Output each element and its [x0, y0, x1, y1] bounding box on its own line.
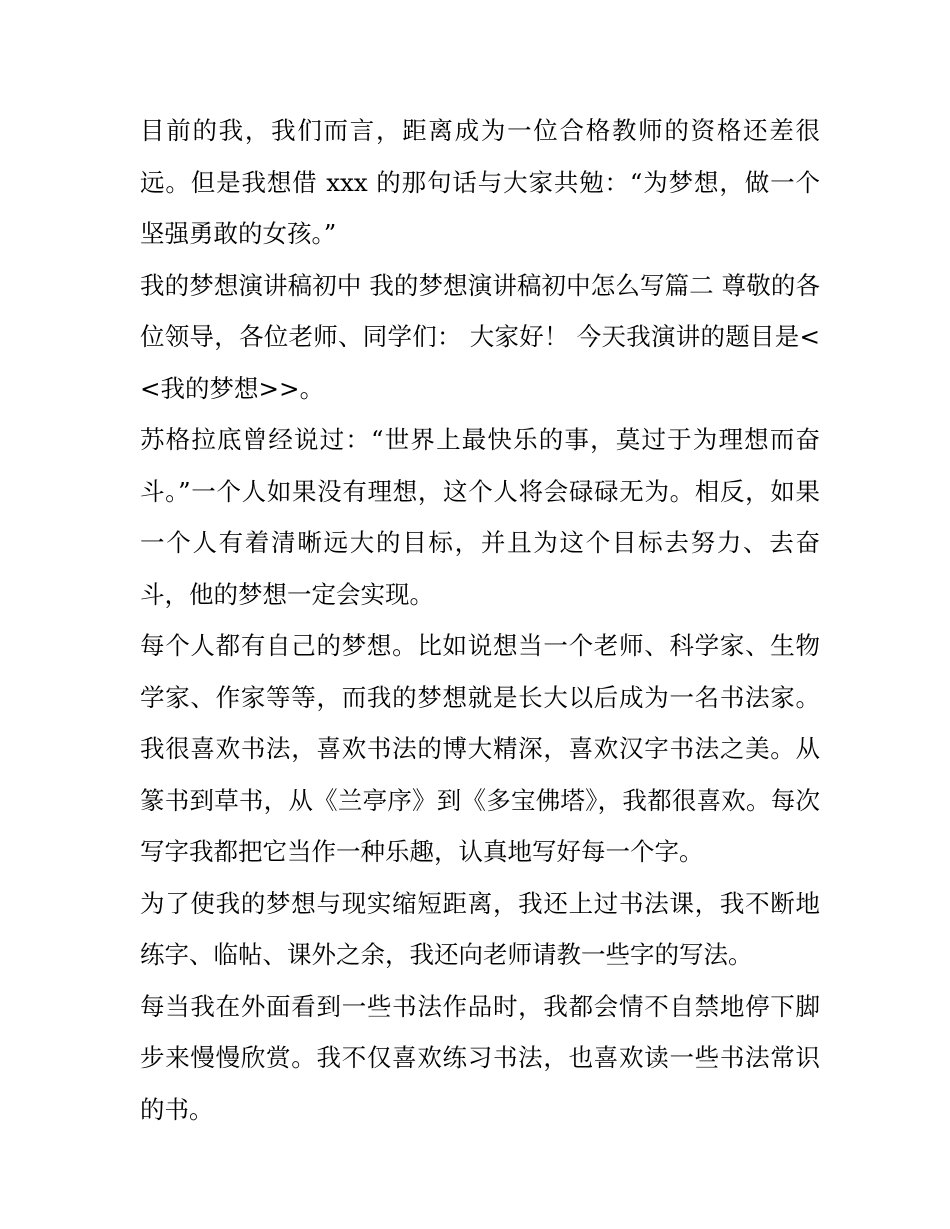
- paragraph-4: 每个人都有自己的梦想。比如说想当一个老师、科学家、生物学家、作家等等，而我的梦想就是长大以后成为一名书法家。我很喜欢书法，喜欢书法的博大精深，喜欢汉字书法之美。从篆书到草书，从《兰亭序》到《多宝佛塔》，我都很喜欢。每次写字我都把它当作一种乐趣，认真地写好每一个字。: [140, 631, 820, 866]
- paragraph-1: 目前的我，我们而言，距离成为一位合格教师的资格还差很远。但是我想借 xxx 的那句话与大家共勉：“为梦想，做一个坚强勇敢的女孩。”: [140, 116, 820, 248]
- paragraph-3: 苏格拉底曾经说过：“世界上最快乐的事，莫过于为理想而奋斗。”一个人如果没有理想，这个人将会碌碌无为。相反，如果一个人有着清晰远大的目标，并且为这个目标去努力、去奋斗，他的梦想一定会实现。: [140, 425, 820, 609]
- paragraph-5: 为了使我的梦想与现实缩短距离，我还上过书法课，我不断地练字、临帖、课外之余，我还向老师请教一些字的写法。: [140, 888, 820, 969]
- body-text: [140, 105, 820, 1135]
- paragraph-6: 每当我在外面看到一些书法作品时，我都会情不自禁地停下脚步来慢慢欣赏。我不仅喜欢练习书法，也喜欢读一些书法常识的书。: [140, 991, 820, 1124]
- paragraph-2: 我的梦想演讲稿初中 我的梦想演讲稿初中怎么写篇二 尊敬的各位领导，各位老师、同学们： 大家好！ 今天我演讲的题目是<<我的梦想>>。: [140, 270, 820, 403]
